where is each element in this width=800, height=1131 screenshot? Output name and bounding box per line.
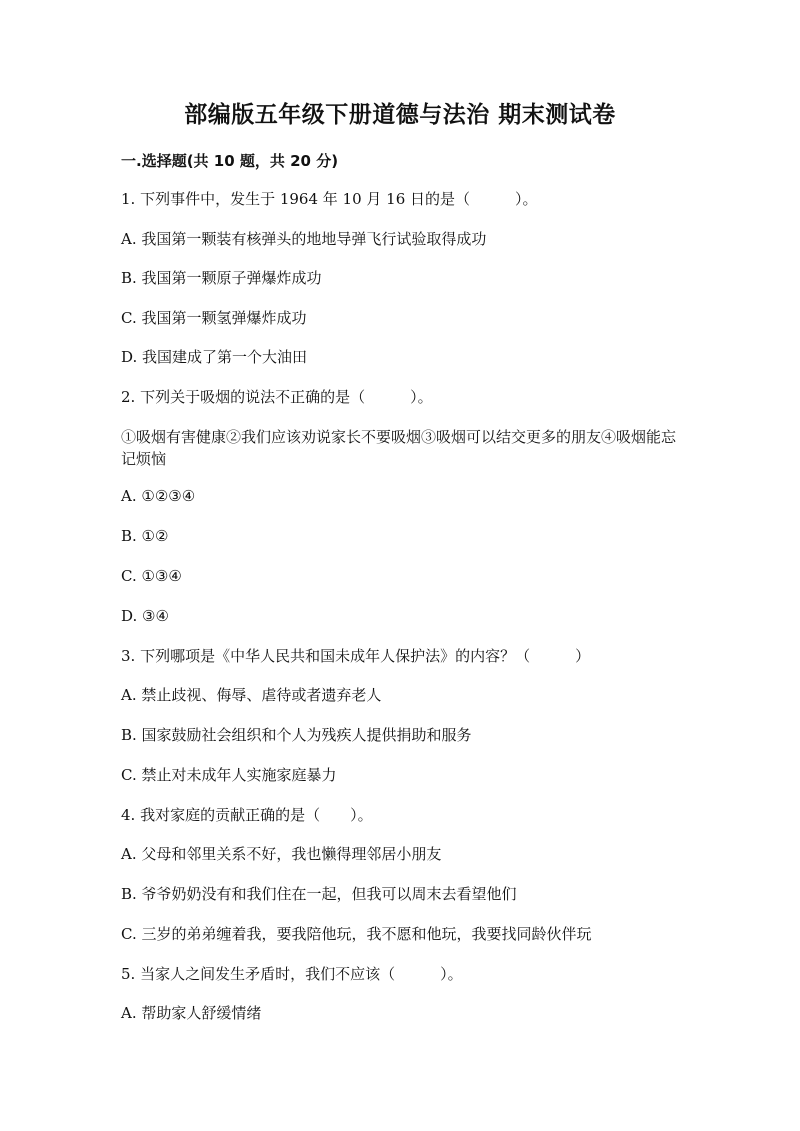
question-1-option-c: C. 我国第一颗氢弹爆炸成功 — [121, 309, 307, 327]
section-heading: 一.选择题(共 10 题，共 20 分) — [121, 152, 339, 170]
question-5-option-a: A. 帮助家人舒缓情绪 — [121, 1004, 262, 1022]
question-2-option-a: A. ①②③④ — [121, 487, 196, 505]
question-2-statements: ①吸烟有害健康②我们应该劝说家长不要吸烟③吸烟可以结交更多的朋友④吸烟能忘记烦恼 — [121, 428, 677, 468]
question-3-option-a: A. 禁止歧视、侮辱、虐待或者遗弃老人 — [121, 686, 382, 704]
question-5-stem: 5. 当家人之间发生矛盾时，我们不应该（ ）。 — [121, 965, 463, 983]
question-4-option-b: B. 爷爷奶奶没有和我们住在一起，但我可以周末去看望他们 — [121, 885, 517, 903]
question-2-stem: 2. 下列关于吸烟的说法不正确的是（ ）。 — [121, 388, 433, 406]
question-2-option-d: D. ③④ — [121, 607, 169, 625]
question-1-option-a: A. 我国第一颗装有核弹头的地地导弹飞行试验取得成功 — [121, 230, 487, 248]
page-title: 部编版五年级下册道德与法治 期末测试卷 — [184, 102, 616, 128]
question-2-option-c: C. ①③④ — [121, 567, 182, 585]
question-3-option-c: C. 禁止对未成年人实施家庭暴力 — [121, 766, 337, 784]
question-1-option-d: D. 我国建成了第一个大油田 — [121, 348, 308, 366]
question-2-option-b: B. ①② — [121, 527, 169, 545]
question-3-stem: 3. 下列哪项是《中华人民共和国未成年人保护法》的内容？（ ） — [121, 647, 591, 665]
question-1-stem: 1. 下列事件中，发生于 1964 年 10 月 16 日的是（ ）。 — [121, 190, 538, 208]
question-4-option-c: C. 三岁的弟弟缠着我，要我陪他玩，我不愿和他玩，我要找同龄伙伴玩 — [121, 925, 592, 943]
question-4-option-a: A. 父母和邻里关系不好，我也懒得理邻居小朋友 — [121, 845, 442, 863]
question-1-option-b: B. 我国第一颗原子弹爆炸成功 — [121, 269, 322, 287]
question-4-stem: 4. 我对家庭的贡献正确的是（ ）。 — [121, 806, 373, 824]
question-3-option-b: B. 国家鼓励社会组织和个人为残疾人提供捐助和服务 — [121, 726, 472, 744]
